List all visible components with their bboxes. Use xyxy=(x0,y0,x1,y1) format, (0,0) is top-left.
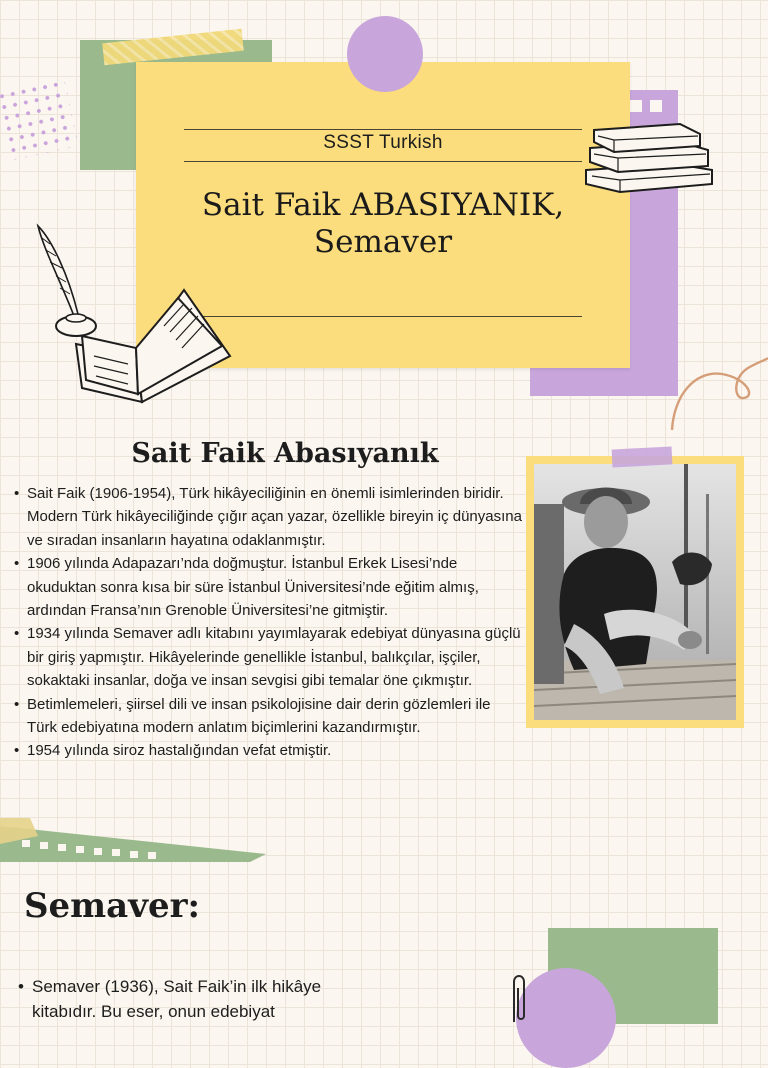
list-item: • 1954 yılında siroz hastalığından vefat etmiştir. xyxy=(14,739,524,762)
bio-heading: Sait Faik Abasıyanık xyxy=(131,438,439,469)
author-photo-image xyxy=(534,464,736,720)
purple-circle-corner xyxy=(516,968,616,1068)
document-title xyxy=(136,187,630,261)
list-item: • Sait Faik (1906-1954), Türk hikâyeciliğinin en önemli isimlerinden biridir. Modern Türk hikâyeciliğinde çığır açan yazar, özellikle bireyin iç dünyasına ve sıradan insanların hayatına odaklanmıştır. xyxy=(14,482,524,552)
course-label: SSST Turkish xyxy=(323,132,443,153)
green-washi-strip xyxy=(0,818,290,862)
open-book-icon xyxy=(66,284,236,406)
document-title-line1: Sait Faik ABASIYANIK, xyxy=(201,187,565,223)
semaver-bullet-list xyxy=(18,974,378,1024)
list-item: • Betimlemeleri, şiirsel dili ve insan psikolojisine dair derin gözlemleri ile Türk edebiyatına modern anlatım biçimlerini kazandırmıştır. xyxy=(14,693,524,740)
photo-tape xyxy=(612,446,673,467)
string-loop-icon xyxy=(666,350,768,434)
list-item: • Semaver (1936), Sait Faik’in ilk hikâye kitabıdır. Bu eser, onun edebiyat xyxy=(18,974,378,1024)
title-rule-middle xyxy=(184,161,582,162)
author-photo-frame xyxy=(526,456,744,728)
decorative-dots xyxy=(0,77,79,160)
book-stack-icon xyxy=(580,118,720,194)
list-item: • 1906 yılında Adapazarı’nda doğmuştur. İstanbul Erkek Lisesi’nde okuduktan sonra kısa bir süre İstanbul Üniversitesi’nde eğitim almış, ardından Fransa’nın Grenoble Üniversitesi’ne gitmiştir. xyxy=(14,552,524,622)
document-title-line2: Semaver xyxy=(313,224,453,260)
paperclip-icon xyxy=(508,972,528,1024)
semaver-heading: Semaver: xyxy=(24,886,201,926)
bio-bullet-list xyxy=(14,482,524,763)
purple-circle-sticker xyxy=(347,16,423,92)
title-rule-bottom xyxy=(184,316,582,317)
title-rule-top xyxy=(184,129,582,130)
list-item: • 1934 yılında Semaver adlı kitabını yayımlayarak edebiyat dünyasına güçlü bir giriş yapmıştır. Hikâyelerinde genellikle İstanbul, balıkçılar, işçiler, sokaktaki insanlar, doğa ve insan sevgisi gibi temalar öne çıkmıştır. xyxy=(14,622,524,692)
author-photo xyxy=(534,464,736,720)
